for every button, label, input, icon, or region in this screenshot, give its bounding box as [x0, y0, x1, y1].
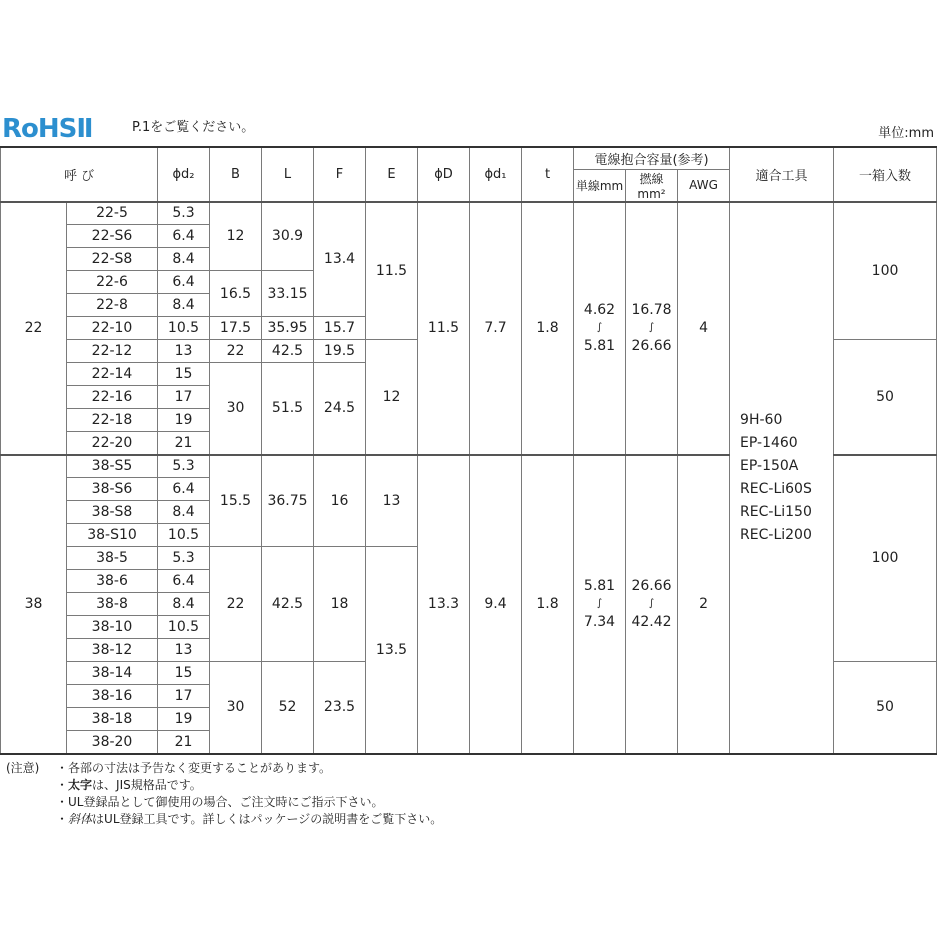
cell-single-range — [574, 202, 626, 455]
row-d2: 21 — [158, 432, 210, 455]
row-d2: 17 — [158, 685, 210, 708]
tool-item: REC-Li60S — [740, 480, 812, 497]
single-min: 5.81 — [583, 578, 616, 594]
range-tilde: ∫ — [648, 598, 655, 609]
row-d2: 21 — [158, 731, 210, 754]
unit-label: 単位:mm — [878, 126, 934, 141]
range-tilde: ∫ — [596, 598, 603, 609]
single-min: 4.62 — [583, 302, 616, 318]
header-single: 単線mm — [574, 169, 626, 202]
header-phid2: ϕd₂ — [158, 147, 210, 202]
tool-item: EP-1460 — [740, 434, 798, 451]
row-code: 38-8 — [67, 593, 158, 616]
cell-e: 11.5 — [366, 202, 418, 340]
note-bold-word: 太字 — [68, 778, 93, 792]
cell-phid: 13.3 — [418, 455, 470, 754]
row-d2: 6.4 — [158, 271, 210, 294]
cell-f: 18 — [314, 547, 366, 662]
header-f: F — [314, 147, 366, 202]
note-text: は、JIS規格品です。 — [92, 778, 202, 792]
row-code: 38-20 — [67, 731, 158, 754]
cell-f: 16 — [314, 455, 366, 547]
row-code: 22-S8 — [67, 248, 158, 271]
row-code: 22-14 — [67, 363, 158, 386]
header-phid: ϕD — [418, 147, 470, 202]
row-d2: 13 — [158, 639, 210, 662]
cell-l: 52 — [262, 662, 314, 754]
cell-tools — [730, 202, 834, 754]
note-italic-word: 斜体 — [68, 812, 93, 826]
cell-l: 35.95 — [262, 317, 314, 340]
header-qty: 一箱入数 — [834, 147, 937, 202]
row-code: 22-18 — [67, 409, 158, 432]
cell-qty: 50 — [834, 340, 937, 455]
notes-label: (注意) — [6, 761, 40, 775]
cell-e: 13 — [366, 455, 418, 547]
row-d2: 8.4 — [158, 248, 210, 271]
cell-b: 16.5 — [210, 271, 262, 317]
notes — [6, 760, 442, 828]
row-code: 38-S5 — [67, 455, 158, 478]
row-code: 38-18 — [67, 708, 158, 731]
cell-l: 51.5 — [262, 363, 314, 455]
cell-phid1: 7.7 — [470, 202, 522, 455]
cell-b: 22 — [210, 340, 262, 363]
row-code: 22-5 — [67, 202, 158, 225]
cell-l: 42.5 — [262, 340, 314, 363]
row-d2: 8.4 — [158, 593, 210, 616]
row-d2: 19 — [158, 409, 210, 432]
header-stranded: 撚線mm² — [626, 169, 678, 202]
header-b: B — [210, 147, 262, 202]
stranded-min: 16.78 — [631, 302, 672, 318]
header-tool: 適合工具 — [730, 147, 834, 202]
cell-phid1: 9.4 — [470, 455, 522, 754]
page-header — [0, 112, 940, 146]
row-code: 38-6 — [67, 570, 158, 593]
tool-item: REC-Li150 — [740, 503, 812, 520]
row-code: 38-16 — [67, 685, 158, 708]
stranded-max: 26.66 — [631, 338, 672, 354]
row-code: 38-S8 — [67, 501, 158, 524]
cell-qty: 50 — [834, 662, 937, 754]
cell-f: 13.4 — [314, 202, 366, 317]
row-code: 38-S10 — [67, 524, 158, 547]
cell-qty: 100 — [834, 202, 937, 340]
row-code: 22-S6 — [67, 225, 158, 248]
stranded-max: 42.42 — [631, 614, 672, 630]
group-size: 22 — [1, 202, 67, 455]
note-line: ・太字は、JIS規格品です。 — [56, 778, 202, 792]
note-text: はUL登録工具です。詳しくはパッケージの説明書をご覧下さい。 — [92, 812, 443, 826]
row-d2: 8.4 — [158, 294, 210, 317]
cell-l: 30.9 — [262, 202, 314, 271]
header-phid1: ϕd₁ — [470, 147, 522, 202]
row-code: 22-6 — [67, 271, 158, 294]
row-d2: 17 — [158, 386, 210, 409]
single-max: 5.81 — [583, 338, 616, 354]
header-awg: AWG — [678, 169, 730, 202]
row-d2: 10.5 — [158, 616, 210, 639]
spec-table — [0, 146, 937, 755]
single-max: 7.34 — [583, 614, 616, 630]
header-t: t — [522, 147, 574, 202]
row-d2: 5.3 — [158, 202, 210, 225]
row-code: 22-12 — [67, 340, 158, 363]
cell-l: 33.15 — [262, 271, 314, 317]
cell-b: 30 — [210, 662, 262, 754]
cell-l: 42.5 — [262, 547, 314, 662]
row-d2: 6.4 — [158, 478, 210, 501]
row-d2: 8.4 — [158, 501, 210, 524]
range-tilde: ∫ — [648, 322, 655, 333]
row-code: 22-8 — [67, 294, 158, 317]
header-capacity: 電線抱合容量(参考) — [574, 147, 730, 169]
row-d2: 13 — [158, 340, 210, 363]
row-d2: 6.4 — [158, 570, 210, 593]
cell-b: 15.5 — [210, 455, 262, 547]
tool-item: EP-150A — [740, 457, 799, 474]
cell-b: 17.5 — [210, 317, 262, 340]
cell-f: 24.5 — [314, 363, 366, 455]
cell-f: 23.5 — [314, 662, 366, 754]
row-code: 22-20 — [67, 432, 158, 455]
cell-b: 12 — [210, 202, 262, 271]
row-d2: 5.3 — [158, 455, 210, 478]
note-text: ・各部の寸法は予告なく変更することがあります。 — [56, 761, 332, 775]
row-code: 22-10 — [67, 317, 158, 340]
row-d2: 15 — [158, 363, 210, 386]
cell-b: 30 — [210, 363, 262, 455]
row-code: 38-10 — [67, 616, 158, 639]
cell-l: 36.75 — [262, 455, 314, 547]
cell-awg: 2 — [678, 455, 730, 754]
cell-t: 1.8 — [522, 202, 574, 455]
header-e: E — [366, 147, 418, 202]
row-code: 22-16 — [67, 386, 158, 409]
group-size: 38 — [1, 455, 67, 754]
row-d2: 10.5 — [158, 524, 210, 547]
row-code: 38-12 — [67, 639, 158, 662]
cell-e: 13.5 — [366, 547, 418, 754]
row-code: 38-5 — [67, 547, 158, 570]
header-l: L — [262, 147, 314, 202]
note-line — [6, 794, 442, 811]
row-d2: 19 — [158, 708, 210, 731]
range-tilde: ∫ — [596, 322, 603, 333]
rohs-note: P.1をご覧ください。 — [132, 120, 255, 135]
cell-t: 1.8 — [522, 455, 574, 754]
note-line — [6, 760, 442, 777]
row-d2: 10.5 — [158, 317, 210, 340]
cell-f: 15.7 — [314, 317, 366, 340]
tool-item: REC-Li200 — [740, 526, 812, 543]
cell-phid: 11.5 — [418, 202, 470, 455]
rohs-logo: RoHSⅡ — [2, 114, 93, 144]
note-line: ・斜体はUL登録工具です。詳しくはパッケージの説明書をご覧下さい。 — [56, 812, 443, 826]
note-text: ・UL登録品として御使用の場合、ご注文時にご指示下さい。 — [56, 795, 384, 809]
row-code: 38-S6 — [67, 478, 158, 501]
header-name: 呼 び — [1, 147, 158, 202]
stranded-min: 26.66 — [631, 578, 672, 594]
row-d2: 15 — [158, 662, 210, 685]
cell-e: 12 — [366, 340, 418, 455]
cell-stranded-range — [626, 202, 678, 455]
row-code: 38-14 — [67, 662, 158, 685]
cell-qty: 100 — [834, 455, 937, 662]
cell-stranded-range — [626, 455, 678, 754]
row-d2: 5.3 — [158, 547, 210, 570]
cell-awg: 4 — [678, 202, 730, 455]
cell-f: 19.5 — [314, 340, 366, 363]
cell-b: 22 — [210, 547, 262, 662]
row-d2: 6.4 — [158, 225, 210, 248]
tool-item: 9H-60 — [740, 411, 783, 428]
cell-single-range — [574, 455, 626, 754]
